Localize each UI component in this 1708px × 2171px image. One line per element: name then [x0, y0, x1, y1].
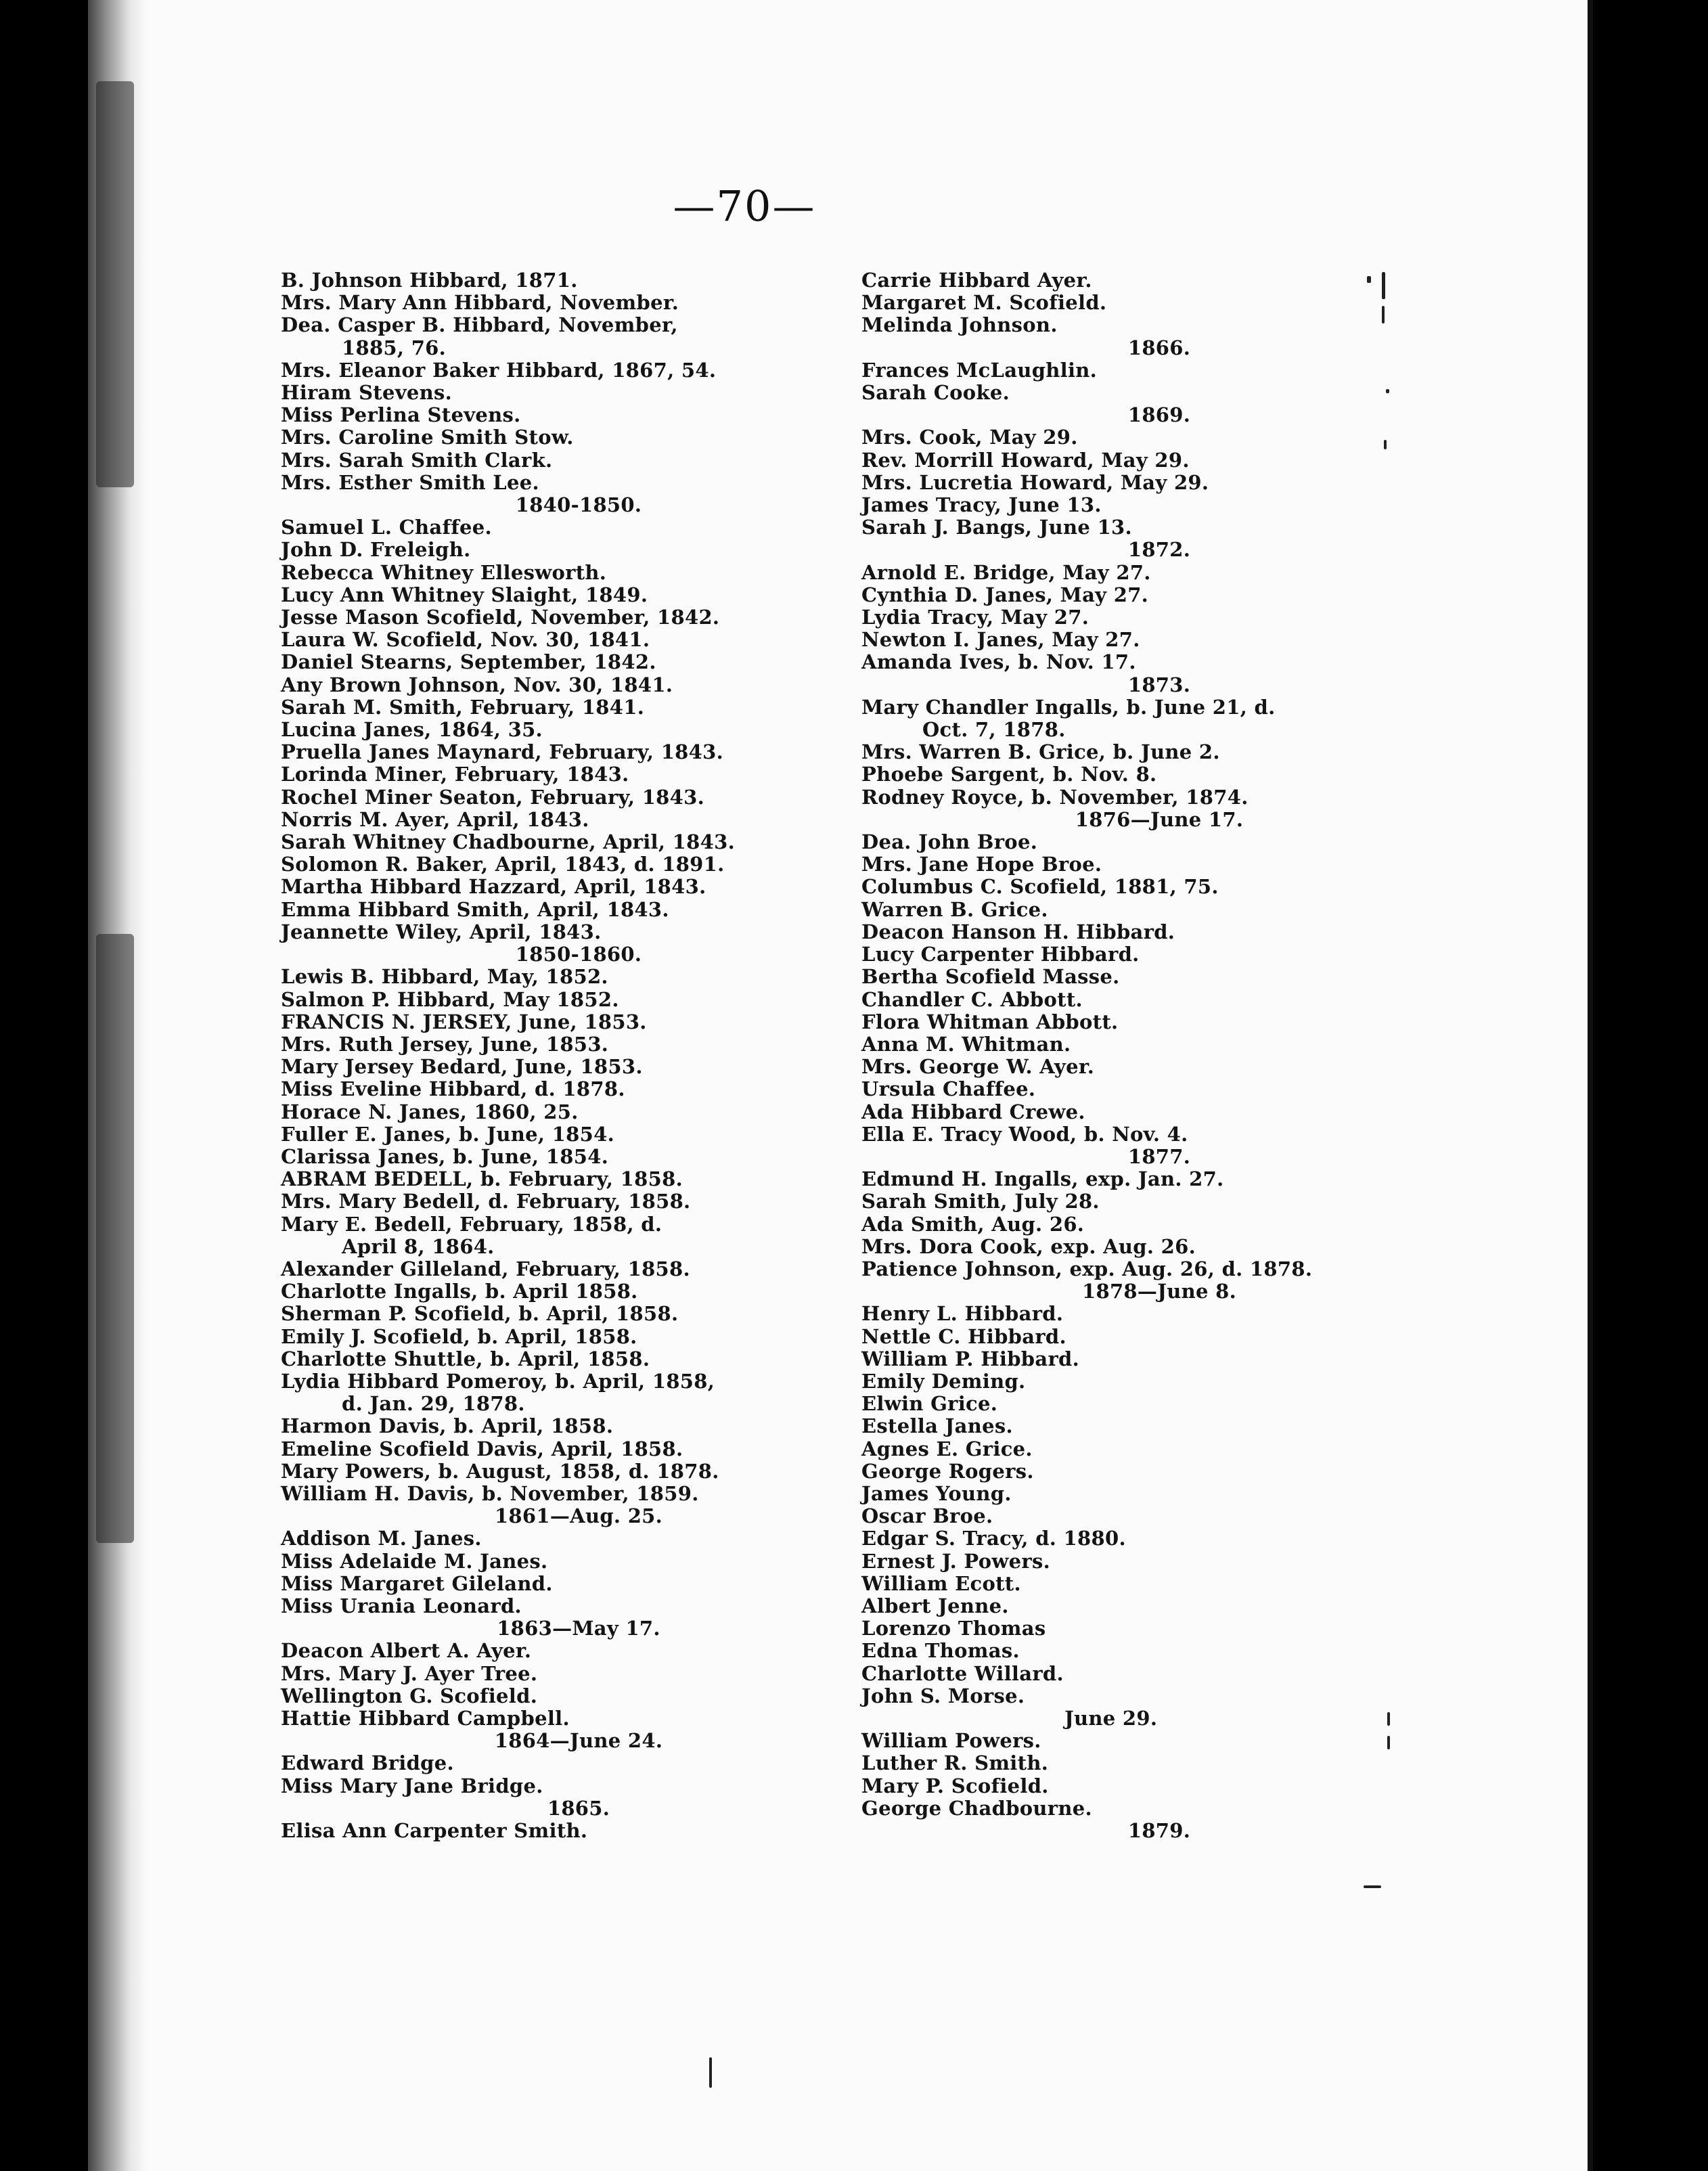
speck — [709, 2057, 712, 2088]
list-item: Mrs. Esther Smith Lee. — [281, 470, 539, 494]
list-item: Mrs. Caroline Smith Stow. — [281, 426, 574, 449]
list-item: Mrs. Mary Ann Hibbard, November. — [281, 291, 679, 315]
list-item: Lydia Tracy, May 27. — [861, 606, 1089, 629]
list-item: George Chadbourne. — [861, 1796, 1092, 1820]
list-item: Mary E. Bedell, February, 1858, d. — [281, 1212, 662, 1236]
list-item: Fuller E. Janes, b. June, 1854. — [281, 1122, 614, 1146]
list-item: Mrs. Lucretia Howard, May 29. — [861, 470, 1209, 494]
list-item: Lydia Hibbard Pomeroy, b. April, 1858, — [281, 1369, 715, 1393]
list-item: Sarah J. Bangs, June 13. — [861, 516, 1132, 539]
page-number: —70— — [673, 181, 816, 231]
list-item: Elwin Grice. — [861, 1392, 998, 1416]
speck — [1386, 389, 1389, 393]
list-item: Edmund H. Ingalls, exp. Jan. 27. — [861, 1167, 1224, 1191]
list-item: Patience Johnson, exp. Aug. 26, d. 1878. — [861, 1257, 1313, 1280]
list-item: Emily J. Scofield, b. April, 1858. — [281, 1324, 637, 1348]
list-item: Charlotte Shuttle, b. April, 1858. — [281, 1347, 650, 1370]
list-item: Miss Mary Jane Bridge. — [281, 1774, 543, 1797]
list-item: Miss Adelaide M. Janes. — [281, 1549, 548, 1573]
list-item: Lorinda Miner, February, 1843. — [281, 763, 629, 786]
year-heading: 1840-1850. — [515, 493, 642, 517]
list-item: Sarah M. Smith, February, 1841. — [281, 695, 645, 719]
binding-spine — [88, 0, 148, 2171]
list-item: Deacon Albert A. Ayer. — [281, 1639, 532, 1663]
year-heading: 1879. — [1127, 1819, 1191, 1843]
list-item: Rodney Royce, b. November, 1874. — [861, 785, 1249, 809]
list-item: Daniel Stearns, September, 1842. — [281, 650, 656, 674]
right-page-edge — [1588, 0, 1593, 2171]
list-item: Lorenzo Thomas — [861, 1617, 1046, 1640]
list-item: Ada Smith, Aug. 26. — [861, 1212, 1085, 1236]
list-item: Pruella Janes Maynard, February, 1843. — [281, 740, 724, 764]
list-item: Lucy Ann Whitney Slaight, 1849. — [281, 583, 648, 606]
list-item: Ella E. Tracy Wood, b. Nov. 4. — [861, 1122, 1188, 1146]
list-item: Mary P. Scofield. — [861, 1774, 1049, 1797]
list-item: Lucina Janes, 1864, 35. — [281, 718, 543, 742]
list-item: Chandler C. Abbott. — [861, 987, 1083, 1011]
list-item: Miss Eveline Hibbard, d. 1878. — [281, 1077, 625, 1101]
list-item: Harmon Davis, b. April, 1858. — [281, 1414, 614, 1438]
list-item: Phoebe Sargent, b. Nov. 8. — [861, 763, 1157, 786]
list-item: 1885, 76. — [342, 336, 447, 359]
list-item: Anna M. Whitman. — [861, 1032, 1071, 1056]
list-item: Sarah Whitney Chadbourne, April, 1843. — [281, 830, 735, 854]
list-item: Edgar S. Tracy, d. 1880. — [861, 1527, 1126, 1550]
year-heading: 1866. — [1127, 336, 1191, 359]
list-item: William Ecott. — [861, 1571, 1021, 1595]
list-item: Mrs. Jane Hope Broe. — [861, 853, 1102, 876]
list-item: Warren B. Grice. — [861, 897, 1048, 921]
list-item: Estella Janes. — [861, 1414, 1013, 1438]
list-item: Wellington G. Scofield. — [281, 1684, 538, 1707]
list-item: Miss Urania Leonard. — [281, 1594, 522, 1617]
list-item: Jesse Mason Scofield, November, 1842. — [281, 606, 720, 629]
list-item: Melinda Johnson. — [861, 313, 1058, 337]
year-heading: 1865. — [547, 1796, 610, 1820]
year-heading: 1872. — [1127, 538, 1191, 562]
list-item: Solomon R. Baker, April, 1843, d. 1891. — [281, 853, 725, 876]
list-item: Arnold E. Bridge, May 27. — [861, 560, 1151, 584]
list-item: B. Johnson Hibbard, 1871. — [281, 269, 578, 292]
year-heading: 1869. — [1127, 403, 1191, 427]
list-item: William Powers. — [861, 1729, 1041, 1753]
list-item: Sherman P. Scofield, b. April, 1858. — [281, 1302, 679, 1326]
list-item: Rev. Morrill Howard, May 29. — [861, 448, 1190, 472]
list-item: Laura W. Scofield, Nov. 30, 1841. — [281, 628, 650, 652]
list-item: Frances McLaughlin. — [861, 358, 1098, 382]
spine-mark — [96, 81, 134, 487]
list-item: John S. Morse. — [861, 1684, 1025, 1707]
list-item: Dea. John Broe. — [861, 830, 1038, 854]
list-item: Emily Deming. — [861, 1369, 1026, 1393]
list-item: Cynthia D. Janes, May 27. — [861, 583, 1149, 606]
list-item: Salmon P. Hibbard, May 1852. — [281, 987, 619, 1011]
list-item: Mrs. Sarah Smith Clark. — [281, 448, 553, 472]
list-item: d. Jan. 29, 1878. — [342, 1392, 525, 1416]
speck — [1367, 276, 1371, 283]
year-heading: 1877. — [1127, 1144, 1191, 1168]
right-column — [861, 269, 1484, 1842]
list-item: Mrs. Cook, May 29. — [861, 426, 1078, 449]
list-item: Mrs. George W. Ayer. — [861, 1055, 1095, 1079]
speck — [1387, 1736, 1390, 1749]
scan-border — [1593, 0, 1708, 2171]
list-item: Ada Hibbard Crewe. — [861, 1100, 1085, 1123]
left-column — [281, 269, 924, 1842]
list-item: Addison M. Janes. — [281, 1527, 482, 1550]
list-item: Newton I. Janes, May 27. — [861, 628, 1140, 652]
list-item: Henry L. Hibbard. — [861, 1302, 1064, 1326]
scanned-page — [88, 0, 1604, 2171]
year-heading: 1864—June 24. — [494, 1729, 663, 1753]
year-heading: 1861—Aug. 25. — [494, 1504, 663, 1528]
year-heading: 1878—June 8. — [1081, 1280, 1237, 1303]
list-item: Emeline Scofield Davis, April, 1858. — [281, 1437, 683, 1460]
list-item: Lucy Carpenter Hibbard. — [861, 943, 1140, 966]
list-item: Rebecca Whitney Ellesworth. — [281, 560, 607, 584]
list-item: Edna Thomas. — [861, 1639, 1020, 1663]
list-item: Mrs. Ruth Jersey, June, 1853. — [281, 1032, 609, 1056]
list-item: Rochel Miner Seaton, February, 1843. — [281, 785, 705, 809]
list-item: Charlotte Willard. — [861, 1661, 1064, 1685]
list-item: Mrs. Eleanor Baker Hibbard, 1867, 54. — [281, 358, 717, 382]
list-item: Nettle C. Hibbard. — [861, 1324, 1066, 1348]
list-item: James Young. — [861, 1481, 1012, 1505]
spine-mark — [96, 934, 134, 1543]
list-item: Bertha Scofield Masse. — [861, 965, 1120, 989]
list-item: Miss Perlina Stevens. — [281, 403, 521, 427]
list-item: April 8, 1864. — [342, 1234, 495, 1258]
list-item: FRANCIS N. JERSEY, June, 1853. — [281, 1010, 647, 1033]
list-item: Carrie Hibbard Ayer. — [861, 269, 1092, 292]
list-item: Sarah Cooke. — [861, 381, 1010, 405]
list-item: Horace N. Janes, 1860, 25. — [281, 1100, 579, 1123]
year-heading: June 29. — [1064, 1707, 1158, 1730]
list-item: Mrs. Warren B. Grice, b. June 2. — [861, 740, 1220, 764]
list-item: Norris M. Ayer, April, 1843. — [281, 807, 589, 831]
list-item: Sarah Smith, July 28. — [861, 1190, 1100, 1213]
list-item: John D. Freleigh. — [281, 538, 471, 562]
list-item: Jeannette Wiley, April, 1843. — [281, 920, 602, 943]
year-heading: 1873. — [1127, 673, 1191, 696]
year-heading: 1850-1860. — [515, 943, 642, 966]
list-item: James Tracy, June 13. — [861, 493, 1102, 517]
list-item: Luther R. Smith. — [861, 1751, 1049, 1775]
list-item: Ursula Chaffee. — [861, 1077, 1036, 1101]
year-heading: 1876—June 17. — [1075, 807, 1244, 831]
list-item: Martha Hibbard Hazzard, April, 1843. — [281, 875, 706, 899]
speck — [1364, 1885, 1381, 1888]
list-item: Lewis B. Hibbard, May, 1852. — [281, 965, 608, 989]
speck — [1384, 440, 1387, 449]
list-item: Agnes E. Grice. — [861, 1437, 1033, 1460]
list-item: ABRAM BEDELL, b. February, 1858. — [281, 1167, 683, 1191]
list-item: Charlotte Ingalls, b. April 1858. — [281, 1280, 638, 1303]
list-item: Emma Hibbard Smith, April, 1843. — [281, 897, 669, 921]
speck — [1387, 1712, 1390, 1726]
list-item: William P. Hibbard. — [861, 1347, 1080, 1370]
list-item: Hiram Stevens. — [281, 381, 453, 405]
list-item: Oscar Broe. — [861, 1504, 993, 1528]
list-item: Columbus C. Scofield, 1881, 75. — [861, 875, 1219, 899]
list-item: Deacon Hanson H. Hibbard. — [861, 920, 1175, 943]
list-item: William H. Davis, b. November, 1859. — [281, 1481, 699, 1505]
year-heading: 1863—May 17. — [497, 1617, 660, 1640]
list-item: Margaret M. Scofield. — [861, 291, 1107, 315]
list-item: Samuel L. Chaffee. — [281, 516, 492, 539]
list-item: Mrs. Mary J. Ayer Tree. — [281, 1661, 538, 1685]
list-item: Mary Powers, b. August, 1858, d. 1878. — [281, 1459, 719, 1483]
list-item: Amanda Ives, b. Nov. 17. — [861, 650, 1136, 674]
list-item: Mary Chandler Ingalls, b. June 21, d. — [861, 695, 1276, 719]
list-item: Mrs. Mary Bedell, d. February, 1858. — [281, 1190, 691, 1213]
list-item: Edward Bridge. — [281, 1751, 454, 1775]
list-item: Flora Whitman Abbott. — [861, 1010, 1119, 1033]
list-item: Dea. Casper B. Hibbard, November, — [281, 313, 678, 337]
list-item: Alexander Gilleland, February, 1858. — [281, 1257, 690, 1280]
list-item: Oct. 7, 1878. — [922, 718, 1066, 742]
speck — [1382, 306, 1385, 323]
list-item: Mrs. Dora Cook, exp. Aug. 26. — [861, 1234, 1196, 1258]
list-item: Ernest J. Powers. — [861, 1549, 1050, 1573]
list-item: Clarissa Janes, b. June, 1854. — [281, 1144, 609, 1168]
list-item: Hattie Hibbard Campbell. — [281, 1707, 570, 1730]
list-item: Mary Jersey Bedard, June, 1853. — [281, 1055, 643, 1079]
list-item: Any Brown Johnson, Nov. 30, 1841. — [281, 673, 673, 696]
list-item: George Rogers. — [861, 1459, 1034, 1483]
list-item: Albert Jenne. — [861, 1594, 1009, 1617]
list-item: Elisa Ann Carpenter Smith. — [281, 1819, 588, 1843]
speck — [1382, 272, 1385, 299]
list-item: Miss Margaret Gileland. — [281, 1571, 553, 1595]
